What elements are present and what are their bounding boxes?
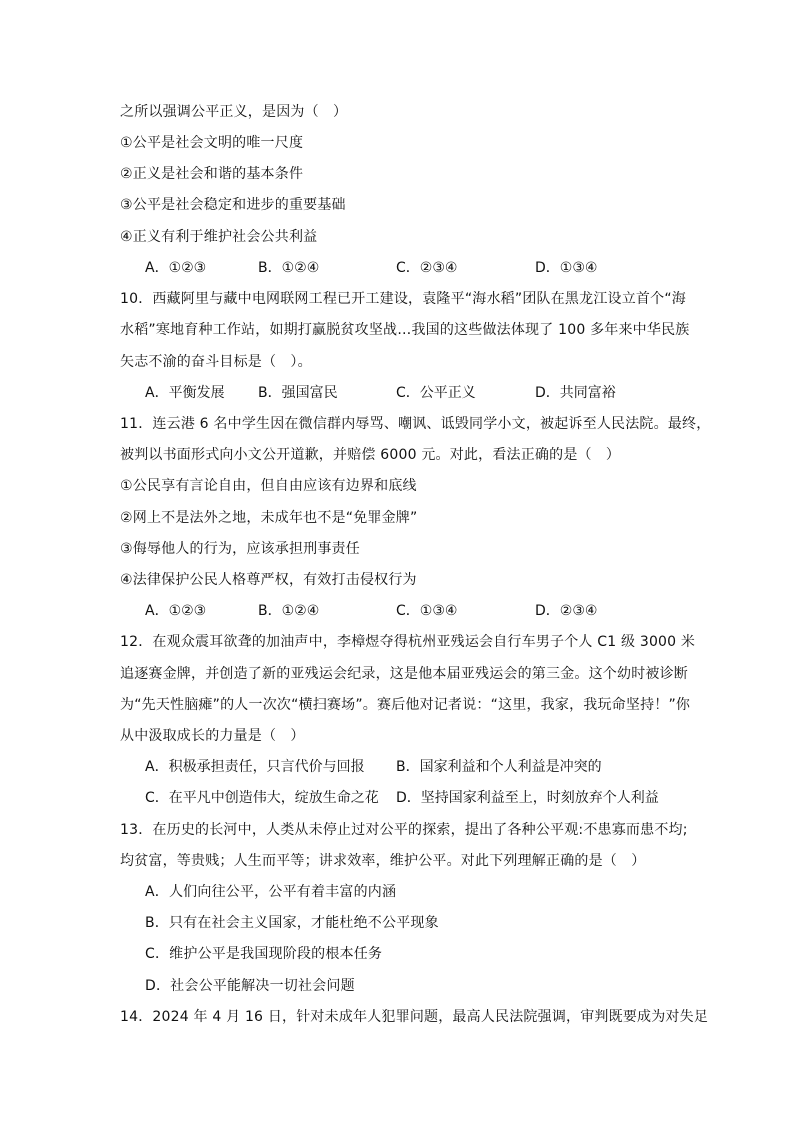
q10-stem-line-1: 10．西藏阿里与藏中电网联网工程已开工建设，袁隆平“海水稻”团队在黑龙江设立首个“海 bbox=[120, 291, 686, 307]
q10-option-d: D．共同富裕 bbox=[535, 385, 616, 401]
q11-option-a: A．①②③ bbox=[145, 603, 207, 619]
q13-stem-line-1: 13．在历史的长河中，人类从未停止过对公平的探索，提出了各种公平观:不患寡而患不均; bbox=[120, 822, 688, 838]
q11-statement-1: ①公民享有言论自由，但自由应该有边界和底线 bbox=[120, 478, 417, 494]
q9-stem: 之所以强调公平正义，是因为（ ） bbox=[120, 104, 348, 120]
q12-stem-line-2: 追逐赛金牌，并创造了新的亚残运会纪录，这是他本届亚残运会的第三金。这个幼时被诊断 bbox=[120, 666, 688, 682]
q13-option-c: C．维护公平是我国现阶段的根本任务 bbox=[145, 946, 383, 962]
q10-option-a: A．平衡发展 bbox=[145, 385, 225, 401]
q10-stem-line-3: 矢志不渝的奋斗目标是（ ）。 bbox=[120, 354, 312, 370]
q12-option-b: B．国家利益和个人利益是冲突的 bbox=[396, 759, 602, 775]
q11-option-c: C．①③④ bbox=[396, 603, 458, 619]
q12-stem-line-1: 12．在观众震耳欲聋的加油声中，李樟煜夺得杭州亚残运会自行车男子个人 C1 级 3000 米 bbox=[120, 634, 696, 650]
q11-stem-line-2: 被判以书面形式向小文公开道歉，并赔偿 6000 元。对此，看法正确的是（ ） bbox=[120, 447, 621, 463]
q12-option-c: C．在平凡中创造伟大，绽放生命之花 bbox=[145, 790, 379, 806]
q9-option-c: C．②③④ bbox=[396, 260, 458, 276]
q10-option-b: B．强国富民 bbox=[258, 385, 338, 401]
q11-statement-2: ②网上不是法外之地，未成年也不是“免罪金牌” bbox=[120, 510, 418, 526]
q9-statement-1: ①公平是社会文明的唯一尺度 bbox=[120, 135, 304, 151]
q10-option-c: C．公平正义 bbox=[396, 385, 476, 401]
q12-stem-line-3: 为“先天性脑瘫”的人一次次“横扫赛场”。赛后他对记者说：“这里，我家，我玩命坚持！”你 bbox=[120, 697, 691, 713]
q11-option-d: D．②③④ bbox=[535, 603, 598, 619]
q13-option-b: B．只有在社会主义国家，才能杜绝不公平现象 bbox=[145, 915, 439, 931]
q10-stem-line-2: 水稻”寒地育种工作站，如期打赢脱贫攻坚战…我国的这些做法体现了 100 多年来中华民族 bbox=[120, 322, 690, 338]
q9-statement-4: ④正义有利于维护社会公共利益 bbox=[120, 229, 318, 245]
q11-statement-3: ③侮辱他人的行为，应该承担刑事责任 bbox=[120, 541, 360, 557]
q14-stem-line-1: 14．2024 年 4 月 16 日，针对未成年人犯罪问题，最高人民法院强调，审判既要成为对失足 bbox=[120, 1009, 709, 1025]
q11-statement-4: ④法律保护公民人格尊严权，有效打击侵权行为 bbox=[120, 572, 417, 588]
q12-option-a: A．积极承担责任，只言代价与回报 bbox=[145, 759, 365, 775]
q9-option-d: D．①③④ bbox=[535, 260, 598, 276]
q9-option-b: B．①②④ bbox=[258, 260, 320, 276]
q9-statement-2: ②正义是社会和谐的基本条件 bbox=[120, 166, 304, 182]
q13-stem-line-2: 均贫富，等贵贱；人生而平等；讲求效率，维护公平。对此下列理解正确的是（ ） bbox=[120, 853, 646, 869]
q9-statement-3: ③公平是社会稳定和进步的重要基础 bbox=[120, 197, 346, 213]
q9-option-a: A．①②③ bbox=[145, 260, 207, 276]
q12-stem-line-4: 从中汲取成长的力量是（ ） bbox=[120, 728, 305, 744]
q13-option-d: D．社会公平能解决一切社会问题 bbox=[145, 978, 355, 994]
q11-stem-line-1: 11．连云港 6 名中学生因在微信群内辱骂、嘲讽、诋毁同学小文，被起诉至人民法院。最终， bbox=[120, 416, 711, 432]
q13-option-a: A．人们向往公平，公平有着丰富的内涵 bbox=[145, 884, 397, 900]
q12-option-d: D．坚持国家利益至上，时刻放弃个人利益 bbox=[396, 790, 659, 806]
q11-option-b: B．①②④ bbox=[258, 603, 320, 619]
